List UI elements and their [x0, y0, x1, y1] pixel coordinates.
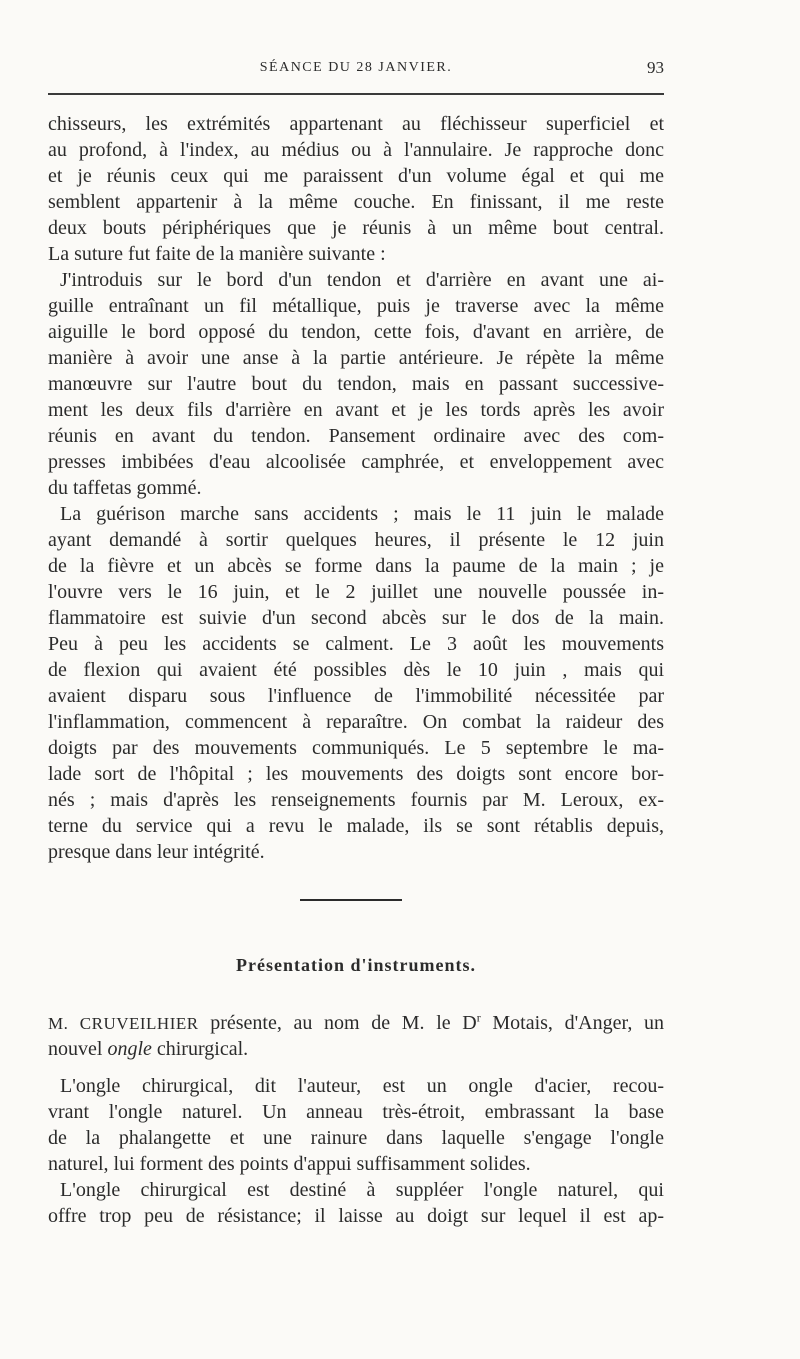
paragraph-3	[48, 501, 664, 865]
text-line: doigts par des mouvements communiqués. Le 5 septembre le ma-	[48, 737, 664, 759]
text-line: ayant demandé à sortir quelques heures, il présente le 12 juin	[48, 529, 664, 551]
text-line: manière à avoir une anse à la partie antérieure. Je répète la même	[48, 347, 664, 369]
running-head	[48, 60, 664, 84]
text-line: L'ongle chirurgical, dit l'auteur, est un ongle d'acier, recou-	[60, 1075, 664, 1097]
speaker-name: M. CRUVEILHIER	[48, 1014, 199, 1033]
text-line: avaient disparu sous l'influence de l'immobilité nécessitée par	[48, 685, 664, 707]
text-line: presses imbibées d'eau alcoolisée camphrée, et enveloppement avec	[48, 451, 664, 473]
presentation-text-3: chirurgical.	[151, 1038, 249, 1060]
text-line: L'ongle chirurgical est destiné à suppléer l'ongle naturel, qui	[60, 1179, 664, 1201]
italic-term: ongle	[107, 1038, 152, 1060]
text-line: Peu à peu les accidents se calment. Le 3 août les mouvements	[48, 633, 664, 655]
text-line: guille entraînant un fil métallique, puis je traverse avec la même	[48, 295, 664, 317]
presentation-text: présente, au nom de M. le D	[198, 1012, 477, 1034]
presentation-text-end: Motais, d'Anger, un	[480, 1012, 664, 1034]
title-superscript: r	[476, 1010, 481, 1025]
text-line: flammatoire est suivie d'un second abcès sur le dos de la main.	[48, 607, 664, 629]
paragraph-1	[48, 111, 664, 267]
description-text	[48, 1073, 664, 1229]
header-rule	[48, 93, 664, 95]
text-line: La suture fut faite de la manière suivante :	[48, 243, 386, 265]
text-line: et je réunis ceux qui me paraissent d'un volume égal et qui me	[48, 165, 664, 187]
paragraph-5	[48, 1177, 664, 1229]
text-line	[48, 1036, 664, 1062]
text-line: aiguille le bord opposé du tendon, cette fois, d'avant en arrière, de	[48, 321, 664, 343]
body-text	[48, 111, 664, 865]
text-line: J'introduis sur le bord d'un tendon et d'arrière en avant une ai-	[60, 269, 664, 291]
text-line: nés ; mais d'après les renseignements fournis par M. Leroux, ex-	[48, 789, 664, 811]
presentation-paragraph	[48, 1010, 664, 1062]
text-line: réunis en avant du tendon. Pansement ordinaire avec des com-	[48, 425, 664, 447]
text-line: deux bouts périphériques que je réunis à un même bout central.	[48, 217, 664, 239]
text-line: de la phalangette et une rainure dans laquelle s'engage l'ongle	[48, 1127, 664, 1149]
section-separator	[300, 899, 402, 901]
text-line: naturel, lui forment des points d'appui suffisamment solides.	[48, 1153, 531, 1175]
text-line: offre trop peu de résistance; il laisse au doigt sur lequel il est ap-	[48, 1205, 664, 1227]
paragraph-2	[48, 267, 664, 501]
presentation-text-2: nouvel	[48, 1038, 108, 1060]
running-title: SÉANCE DU 28 JANVIER.	[259, 60, 453, 75]
section-title: Présentation d'instruments.	[236, 955, 476, 975]
text-line: semblent appartenir à la même couche. En finissant, il me reste	[48, 191, 664, 213]
paragraph-4	[48, 1073, 664, 1177]
text-line: de la fièvre et un abcès se forme dans la paume de la main ; je	[48, 555, 664, 577]
text-line: La guérison marche sans accidents ; mais le 11 juin le malade	[60, 503, 664, 525]
text-line: vrant l'ongle naturel. Un anneau très-étroit, embrassant la base	[48, 1101, 664, 1123]
text-line: au profond, à l'index, au médius ou à l'annulaire. Je rapproche donc	[48, 139, 664, 161]
text-line: ment les deux fils d'arrière en avant et je les tords après les avoir	[48, 399, 664, 421]
text-line	[48, 1010, 664, 1036]
text-line: de flexion qui avaient été possibles dès le 10 juin , mais qui	[48, 659, 664, 681]
text-line: l'ouvre vers le 16 juin, et le 2 juillet une nouvelle poussée in-	[48, 581, 664, 603]
text-line: chisseurs, les extrémités appartenant au fléchisseur superficiel et	[48, 113, 664, 135]
page-number: 93	[647, 58, 664, 77]
text-line: lade sort de l'hôpital ; les mouvements des doigts sont encore bor-	[48, 763, 664, 785]
text-line: terne du service qui a revu le malade, ils se sont rétablis depuis,	[48, 815, 664, 837]
text-line: manœuvre sur l'autre bout du tendon, mais en passant successive-	[48, 373, 664, 395]
text-line: l'inflammation, commencent à reparaître. On combat la raideur des	[48, 711, 664, 733]
text-line: du taffetas gommé.	[48, 477, 202, 499]
text-line: presque dans leur intégrité.	[48, 841, 265, 863]
